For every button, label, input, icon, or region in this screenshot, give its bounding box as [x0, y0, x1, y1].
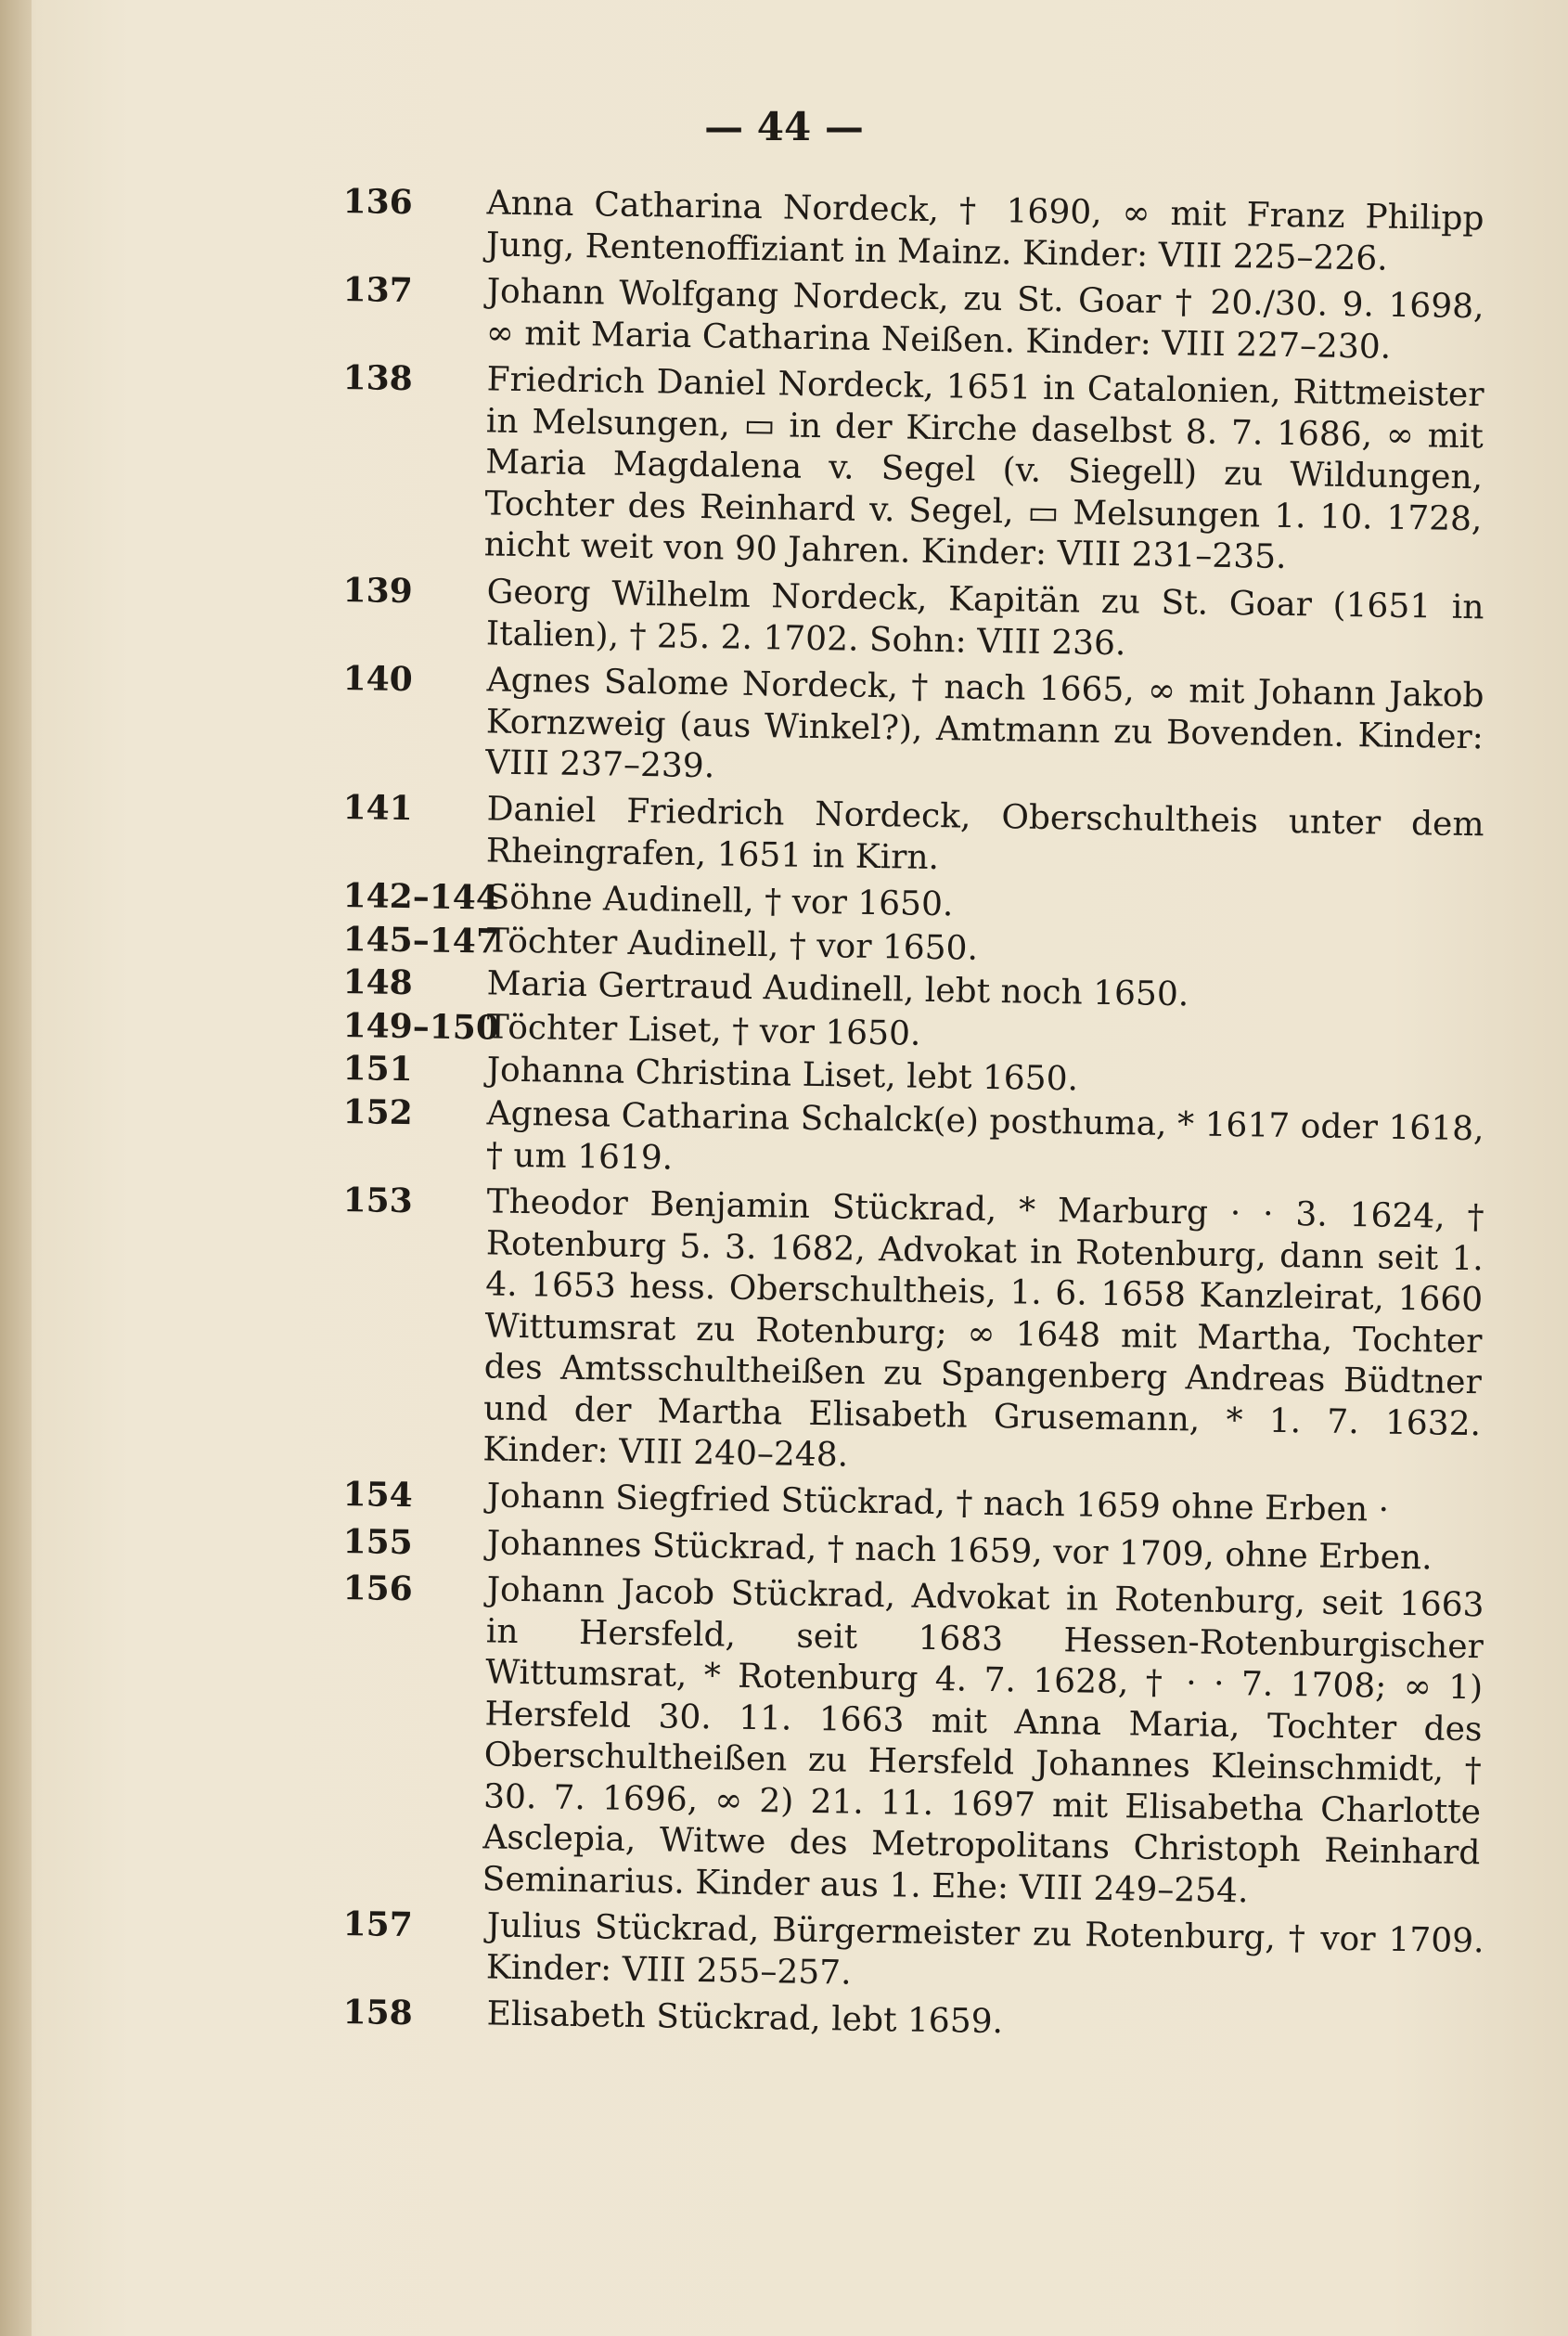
- entry-number: 139: [342, 570, 414, 611]
- page-number: — 44 —: [704, 104, 864, 149]
- entry-text: Daniel Friedrich Nordeck, Oberschultheis unter dem Rheingrafen, 1651 in Kirn.: [485, 790, 1484, 877]
- entry-number: 140: [342, 658, 414, 699]
- entry-number: 158: [342, 1993, 414, 2033]
- entry-text: Anna Catharina Nordeck, † 1690, ∞ mit Franz Philipp Jung, Rentenoffiziant in Mainz. Kinder: VIII 225–226.: [485, 184, 1484, 278]
- entry-number: 151: [342, 1048, 414, 1090]
- entry-156: [338, 1568, 1484, 1916]
- entry-152: [342, 1091, 1484, 1192]
- entry-text: Agnes Salome Nordeck, † nach 1665, ∞ mit Johann Jakob Kornzweig (aus Winkel?), Amtmann zu Bovenden. Kinder: VIII 237–239.: [484, 660, 1484, 785]
- entry-number: 145–147: [342, 919, 500, 962]
- entry-text: Theodor Benjamin Stückrad, * Marburg · · 3. 1624, † Rotenburg 5. 3. 1682, Advokat in Rotenburg, dann seit 1. 4. 1653 hess. Oberschultheis, 1. 6. 1658 Kanzleirat, 1660 Wittumsrat zu Rotenburg; ∞ 1648 mit Martha, Tochter des Amtsschultheißen zu Spangenberg Andreas Büdtner und der Martha Elisabeth Grusemann, * 1. 7. 1632. Kinder: VIII 240–248.: [482, 1181, 1484, 1475]
- entry-text: Georg Wilhelm Nordeck, Kapitän zu St. Goar (1651 in Italien), † 25. 2. 1702. Sohn: VIII 236.: [485, 572, 1484, 663]
- entry-136: [342, 181, 1484, 281]
- entry-text: Johann Jacob Stückrad, Advokat in Rotenburg, seit 1663 in Hersfeld, seit 1683 Hessen-Rotenburgischer Wittumsrat, * Rotenburg 4. 7. 1628, † · · 7. 1708; ∞ 1) Hersfeld 30. 11. 1663 mit Anna Maria, Tochter des Oberschultheißen zu Hersfeld Johannes Kleinschmidt, † 30. 7. 1696, ∞ 2) 21. 11. 1697 mit Elisabetha Charlotte Asclepia, Witwe des Metropolitans Christoph Reinhard Seminarius. Kinder aus 1. Ehe: VIII 249–254.: [482, 1570, 1484, 1910]
- entry-number: 141: [342, 787, 414, 829]
- entry-text: Johanna Christina Liset, lebt 1650.: [486, 1051, 1079, 1099]
- entry-number: 156: [342, 1568, 414, 1609]
- entry-number: 142–144: [342, 875, 500, 918]
- entry-number: 137: [342, 269, 414, 311]
- entry-number: 154: [342, 1474, 414, 1516]
- entry-text: Johann Siegfried Stückrad, † nach 1659 ohne Erben ·: [486, 1477, 1390, 1529]
- entry-text: Agnesa Catharina Schalck(e) posthuma, * 1617 oder 1618, † um 1619.: [485, 1093, 1484, 1177]
- entry-141: [342, 787, 1484, 887]
- entry-153: [339, 1180, 1484, 1487]
- entry-number: 148: [342, 962, 414, 1003]
- entry-text: Söhne Audinell, † vor 1650.: [486, 878, 954, 924]
- entry-text: Maria Gertraud Audinell, lebt noch 1650.: [486, 964, 1189, 1014]
- entry-139: [342, 570, 1484, 670]
- entry-text: Friedrich Daniel Nordeck, 1651 in Catalonien, Rittmeister in Melsungen, ▭ in der Kirche daselbst 8. 7. 1686, ∞ mit Maria Magdalena v. Segel (v. Siegell) zu Wildungen, Tochter des Reinhard v. Segel, ▭ Melsungen 1. 10. 1728, nicht weit von 90 Jahren. Kinder: VIII 231–235.: [483, 360, 1484, 576]
- entry-140: [341, 658, 1484, 800]
- page-binding-edge: [0, 0, 32, 2336]
- entry-text: Töchter Audinell, † vor 1650.: [486, 921, 979, 968]
- entry-157: [342, 1904, 1484, 2004]
- entry-137: [342, 269, 1484, 369]
- entry-text: Johannes Stückrad, † nach 1659, vor 1709, ohne Erben.: [486, 1523, 1433, 1577]
- entry-text: Elisabeth Stückrad, lebt 1659.: [486, 1994, 1004, 2042]
- entry-text: Julius Stückrad, Bürgermeister zu Rotenburg, † vor 1709. Kinder: VIII 255–257.: [485, 1906, 1484, 1993]
- entry-text: Johann Wolfgang Nordeck, zu St. Goar † 20./30. 9. 1698, ∞ mit Maria Catharina Neißen. Kinder: VIII 227–230.: [485, 272, 1484, 367]
- entry-number: 152: [342, 1091, 414, 1132]
- entry-number: 149–150: [342, 1005, 500, 1048]
- entry-number: 136: [342, 181, 414, 223]
- entry-number: 138: [342, 357, 414, 399]
- entry-number: 155: [342, 1521, 414, 1562]
- entry-number: 153: [342, 1180, 414, 1220]
- entry-138: [341, 357, 1484, 582]
- entry-text: Töchter Liset, † vor 1650.: [486, 1007, 921, 1053]
- entry-number: 157: [342, 1904, 414, 1945]
- genealogy-entries: [342, 181, 1484, 2042]
